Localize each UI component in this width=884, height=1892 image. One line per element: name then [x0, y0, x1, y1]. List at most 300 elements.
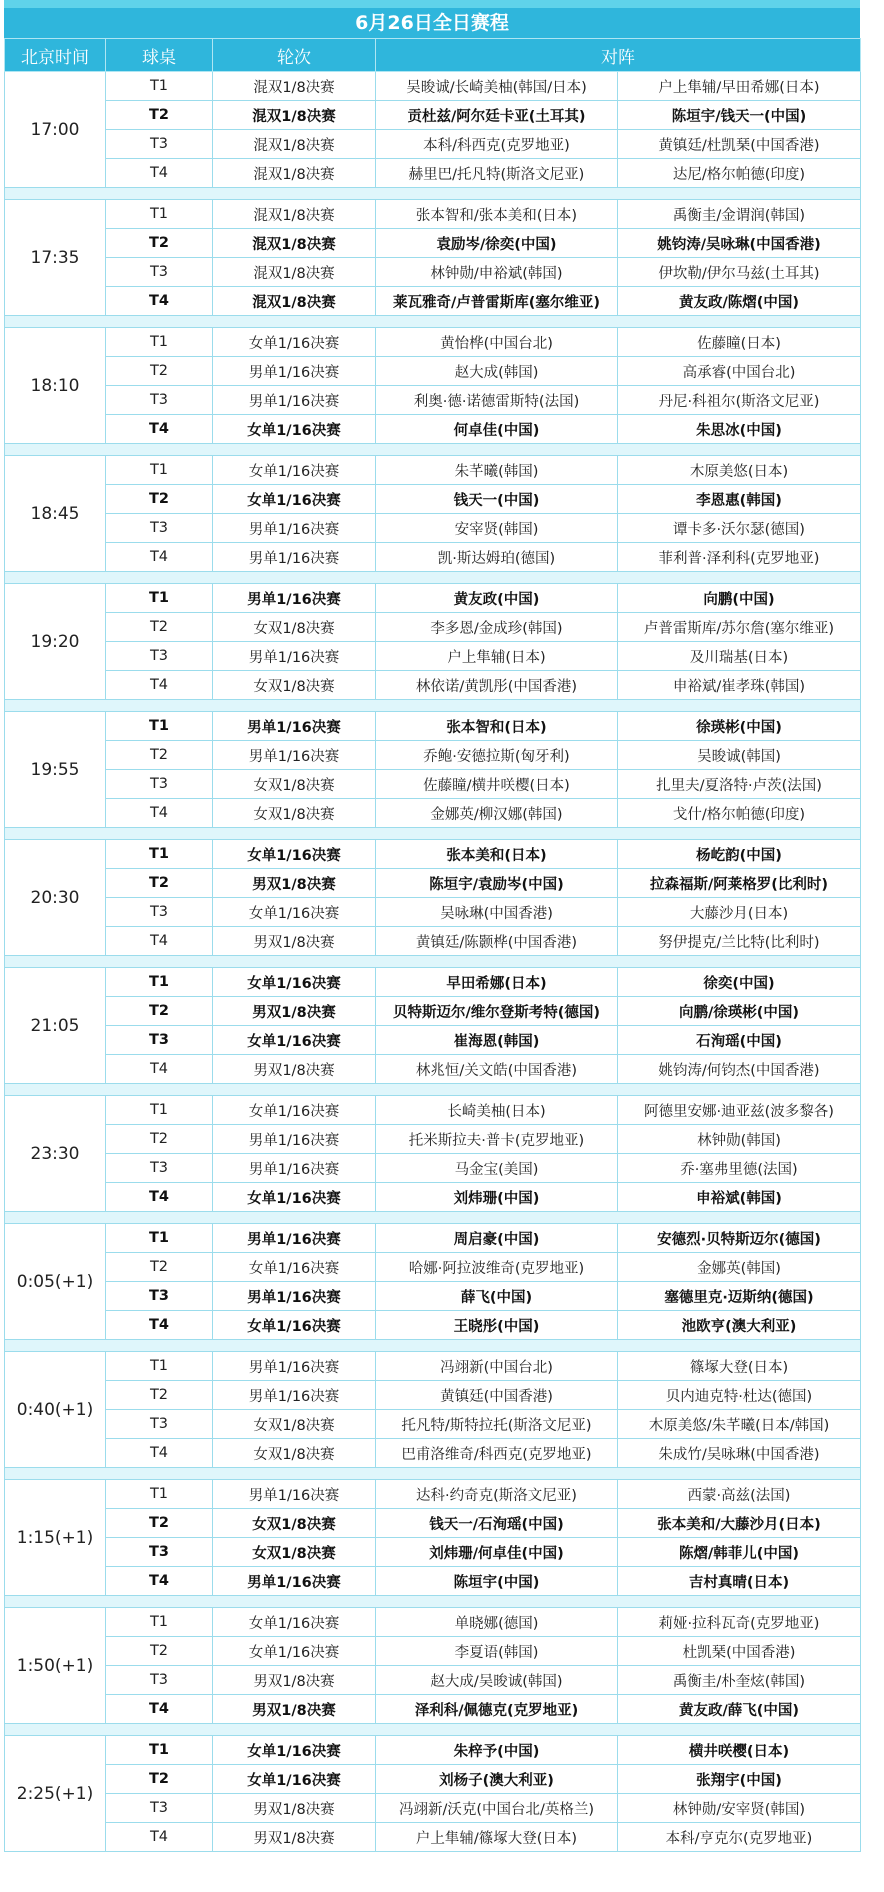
table-cell: T1	[106, 712, 213, 741]
match-row	[5, 328, 861, 357]
player2-cell: 陈垣宇/钱天一(中国)	[618, 101, 861, 130]
player1-cell: 崔海恩(韩国)	[376, 1026, 618, 1055]
match-row	[5, 1253, 861, 1282]
player1-cell: 张本美和(日本)	[376, 840, 618, 869]
round-cell: 男单1/16决赛	[213, 543, 376, 572]
player2-cell: 申裕斌(韩国)	[618, 1183, 861, 1212]
match-row	[5, 1055, 861, 1084]
schedule-body	[5, 72, 861, 1852]
round-cell: 女单1/16决赛	[213, 1637, 376, 1666]
time-cell: 0:40(+1)	[5, 1352, 106, 1468]
table-cell: T2	[106, 869, 213, 898]
player1-cell: 林钟勋/申裕斌(韩国)	[376, 258, 618, 287]
table-cell: T2	[106, 1253, 213, 1282]
match-row	[5, 229, 861, 258]
match-row	[5, 200, 861, 229]
round-cell: 女单1/16决赛	[213, 968, 376, 997]
match-row	[5, 671, 861, 700]
match-row	[5, 642, 861, 671]
time-cell: 1:15(+1)	[5, 1480, 106, 1596]
time-cell: 19:20	[5, 584, 106, 700]
player1-cell: 王晓彤(中国)	[376, 1311, 618, 1340]
round-cell: 女单1/16决赛	[213, 1765, 376, 1794]
player2-cell: 朱成竹/吴咏琳(中国香港)	[618, 1439, 861, 1468]
separator-cell	[5, 1084, 861, 1096]
round-cell: 男单1/16决赛	[213, 1125, 376, 1154]
player2-cell: 黄友政/薛飞(中国)	[618, 1695, 861, 1724]
player2-cell: 向鹏/徐瑛彬(中国)	[618, 997, 861, 1026]
player2-cell: 横井咲樱(日本)	[618, 1736, 861, 1765]
player2-cell: 木原美悠(日本)	[618, 456, 861, 485]
table-cell: T3	[106, 386, 213, 415]
round-cell: 女单1/16决赛	[213, 1183, 376, 1212]
separator-cell	[5, 444, 861, 456]
match-row	[5, 997, 861, 1026]
table-cell: T3	[106, 514, 213, 543]
player1-cell: 莱瓦雅奇/卢普雷斯库(塞尔维亚)	[376, 287, 618, 316]
round-cell: 男单1/16决赛	[213, 741, 376, 770]
table-cell: T1	[106, 1224, 213, 1253]
player2-cell: 莉娅·拉科瓦奇(克罗地亚)	[618, 1608, 861, 1637]
player2-cell: 杨屹韵(中国)	[618, 840, 861, 869]
player1-cell: 袁励岑/徐奕(中国)	[376, 229, 618, 258]
table-cell: T2	[106, 997, 213, 1026]
player1-cell: 黄友政(中国)	[376, 584, 618, 613]
group-separator	[5, 444, 861, 456]
round-cell: 女单1/16决赛	[213, 1311, 376, 1340]
player1-cell: 托米斯拉夫·普卡(克罗地亚)	[376, 1125, 618, 1154]
player1-cell: 早田希娜(日本)	[376, 968, 618, 997]
player1-cell: 贡杜兹/阿尔廷卡亚(土耳其)	[376, 101, 618, 130]
player2-cell: 陈熠/韩菲儿(中国)	[618, 1538, 861, 1567]
time-cell: 17:00	[5, 72, 106, 188]
separator-cell	[5, 1596, 861, 1608]
player2-cell: 禹衡圭/朴奎炫(韩国)	[618, 1666, 861, 1695]
player1-cell: 刘杨子(澳大利亚)	[376, 1765, 618, 1794]
round-cell: 女单1/16决赛	[213, 1096, 376, 1125]
player1-cell: 乔鲍·安德拉斯(匈牙利)	[376, 741, 618, 770]
player1-cell: 哈娜·阿拉波维奇(克罗地亚)	[376, 1253, 618, 1282]
table-cell: T2	[106, 1381, 213, 1410]
separator-cell	[5, 828, 861, 840]
player2-cell: 池欧亨(澳大利亚)	[618, 1311, 861, 1340]
match-row	[5, 543, 861, 572]
header-time: 北京时间	[5, 39, 106, 72]
player2-cell: 李恩惠(韩国)	[618, 485, 861, 514]
player2-cell: 篠塚大登(日本)	[618, 1352, 861, 1381]
round-cell: 男单1/16决赛	[213, 584, 376, 613]
player1-cell: 张本智和/张本美和(日本)	[376, 200, 618, 229]
round-cell: 混双1/8决赛	[213, 101, 376, 130]
separator-cell	[5, 1212, 861, 1224]
round-cell: 女单1/16决赛	[213, 1026, 376, 1055]
match-row	[5, 1183, 861, 1212]
table-cell: T4	[106, 543, 213, 572]
match-row	[5, 799, 861, 828]
player2-cell: 及川瑞基(日本)	[618, 642, 861, 671]
separator-cell	[5, 1724, 861, 1736]
table-cell: T1	[106, 328, 213, 357]
round-cell: 混双1/8决赛	[213, 159, 376, 188]
table-cell: T3	[106, 1410, 213, 1439]
match-row	[5, 1311, 861, 1340]
match-row	[5, 159, 861, 188]
player1-cell: 林依诺/黄凯彤(中国香港)	[376, 671, 618, 700]
table-cell: T2	[106, 741, 213, 770]
player1-cell: 托凡特/斯特拉托(斯洛文尼亚)	[376, 1410, 618, 1439]
round-cell: 女单1/16决赛	[213, 328, 376, 357]
player1-cell: 贝特斯迈尔/维尔登斯考特(德国)	[376, 997, 618, 1026]
player2-cell: 谭卡多·沃尔瑟(德国)	[618, 514, 861, 543]
table-cell: T1	[106, 584, 213, 613]
table-cell: T1	[106, 1352, 213, 1381]
player2-cell: 本科/亨克尔(克罗地亚)	[618, 1823, 861, 1852]
schedule-table	[4, 38, 861, 1852]
table-cell: T3	[106, 1154, 213, 1183]
match-row	[5, 1736, 861, 1765]
group-separator	[5, 1468, 861, 1480]
table-cell: T2	[106, 1509, 213, 1538]
round-cell: 女双1/8决赛	[213, 1538, 376, 1567]
match-row	[5, 1096, 861, 1125]
round-cell: 女单1/16决赛	[213, 898, 376, 927]
match-row	[5, 1695, 861, 1724]
time-cell: 1:50(+1)	[5, 1608, 106, 1724]
match-row	[5, 1352, 861, 1381]
player2-cell: 朱思冰(中国)	[618, 415, 861, 444]
player1-cell: 马金宝(美国)	[376, 1154, 618, 1183]
player2-cell: 西蒙·高兹(法国)	[618, 1480, 861, 1509]
round-cell: 女单1/16决赛	[213, 840, 376, 869]
player2-cell: 杜凯琹(中国香港)	[618, 1637, 861, 1666]
player1-cell: 本科/科西克(克罗地亚)	[376, 130, 618, 159]
table-cell: T4	[106, 1311, 213, 1340]
player1-cell: 黄镇廷/陈颢桦(中国香港)	[376, 927, 618, 956]
match-row	[5, 1480, 861, 1509]
match-row	[5, 1608, 861, 1637]
round-cell: 男单1/16决赛	[213, 1480, 376, 1509]
round-cell: 混双1/8决赛	[213, 130, 376, 159]
round-cell: 混双1/8决赛	[213, 72, 376, 101]
table-cell: T4	[106, 1439, 213, 1468]
table-cell: T3	[106, 1026, 213, 1055]
player1-cell: 户上隼辅(日本)	[376, 642, 618, 671]
header-row	[5, 39, 861, 72]
player2-cell: 扎里夫/夏洛特·卢茨(法国)	[618, 770, 861, 799]
player2-cell: 大藤沙月(日本)	[618, 898, 861, 927]
table-cell: T3	[106, 1794, 213, 1823]
match-row	[5, 1538, 861, 1567]
player2-cell: 向鹏(中国)	[618, 584, 861, 613]
match-row	[5, 130, 861, 159]
player1-cell: 黄怡桦(中国台北)	[376, 328, 618, 357]
top-banner-strip	[4, 0, 860, 8]
group-separator	[5, 188, 861, 200]
round-cell: 女双1/8决赛	[213, 1509, 376, 1538]
player1-cell: 长崎美柚(日本)	[376, 1096, 618, 1125]
round-cell: 男双1/8决赛	[213, 1666, 376, 1695]
round-cell: 女双1/8决赛	[213, 799, 376, 828]
table-cell: T4	[106, 1695, 213, 1724]
match-row	[5, 840, 861, 869]
player1-cell: 刘炜珊/何卓佳(中国)	[376, 1538, 618, 1567]
player1-cell: 李夏语(韩国)	[376, 1637, 618, 1666]
table-cell: T4	[106, 287, 213, 316]
separator-cell	[5, 316, 861, 328]
round-cell: 男单1/16决赛	[213, 1352, 376, 1381]
header-round: 轮次	[213, 39, 376, 72]
round-cell: 女单1/16决赛	[213, 1736, 376, 1765]
group-separator	[5, 316, 861, 328]
round-cell: 女单1/16决赛	[213, 485, 376, 514]
player1-cell: 张本智和(日本)	[376, 712, 618, 741]
match-row	[5, 386, 861, 415]
time-cell: 19:55	[5, 712, 106, 828]
match-row	[5, 927, 861, 956]
player1-cell: 吴晙诚/长崎美柚(韩国/日本)	[376, 72, 618, 101]
player2-cell: 卢普雷斯库/苏尔詹(塞尔维亚)	[618, 613, 861, 642]
player2-cell: 塞德里克·迈斯纳(德国)	[618, 1282, 861, 1311]
player1-cell: 巴甫洛维奇/科西克(克罗地亚)	[376, 1439, 618, 1468]
table-cell: T4	[106, 159, 213, 188]
player2-cell: 吴晙诚(韩国)	[618, 741, 861, 770]
table-cell: T3	[106, 1538, 213, 1567]
round-cell: 女单1/16决赛	[213, 456, 376, 485]
round-cell: 女单1/16决赛	[213, 1253, 376, 1282]
group-separator	[5, 572, 861, 584]
table-cell: T4	[106, 927, 213, 956]
match-row	[5, 1282, 861, 1311]
player1-cell: 泽利科/佩德克(克罗地亚)	[376, 1695, 618, 1724]
round-cell: 男单1/16决赛	[213, 386, 376, 415]
time-cell: 18:45	[5, 456, 106, 572]
player1-cell: 户上隼辅/篠塚大登(日本)	[376, 1823, 618, 1852]
player1-cell: 吴咏琳(中国香港)	[376, 898, 618, 927]
player2-cell: 安德烈·贝特斯迈尔(德国)	[618, 1224, 861, 1253]
header-table: 球桌	[106, 39, 213, 72]
match-row	[5, 741, 861, 770]
match-row	[5, 968, 861, 997]
round-cell: 男双1/8决赛	[213, 1823, 376, 1852]
player2-cell: 林钟勋(韩国)	[618, 1125, 861, 1154]
table-cell: T1	[106, 1096, 213, 1125]
player1-cell: 安宰贤(韩国)	[376, 514, 618, 543]
round-cell: 女双1/8决赛	[213, 1410, 376, 1439]
player1-cell: 薛飞(中国)	[376, 1282, 618, 1311]
round-cell: 男单1/16决赛	[213, 1154, 376, 1183]
table-cell: T1	[106, 72, 213, 101]
match-row	[5, 1224, 861, 1253]
match-row	[5, 1410, 861, 1439]
time-cell: 2:25(+1)	[5, 1736, 106, 1852]
player2-cell: 戈什/格尔帕德(印度)	[618, 799, 861, 828]
table-cell: T3	[106, 258, 213, 287]
table-cell: T3	[106, 1282, 213, 1311]
player1-cell: 达科·约奇克(斯洛文尼亚)	[376, 1480, 618, 1509]
player2-cell: 乔·塞弗里德(法国)	[618, 1154, 861, 1183]
player1-cell: 陈垣宇/袁励岑(中国)	[376, 869, 618, 898]
player1-cell: 朱梓予(中国)	[376, 1736, 618, 1765]
round-cell: 男单1/16决赛	[213, 712, 376, 741]
player1-cell: 刘炜珊(中国)	[376, 1183, 618, 1212]
round-cell: 男单1/16决赛	[213, 1224, 376, 1253]
player1-cell: 赵大成(韩国)	[376, 357, 618, 386]
match-row	[5, 101, 861, 130]
match-row	[5, 287, 861, 316]
match-row	[5, 1509, 861, 1538]
player2-cell: 林钟勋/安宰贤(韩国)	[618, 1794, 861, 1823]
group-separator	[5, 1596, 861, 1608]
match-row	[5, 712, 861, 741]
match-row	[5, 357, 861, 386]
group-separator	[5, 1340, 861, 1352]
round-cell: 混双1/8决赛	[213, 287, 376, 316]
player2-cell: 户上隼辅/早田希娜(日本)	[618, 72, 861, 101]
header-matchup: 对阵	[376, 39, 861, 72]
table-cell: T2	[106, 1765, 213, 1794]
player2-cell: 姚钧涛/何钧杰(中国香港)	[618, 1055, 861, 1084]
schedule-document	[4, 0, 860, 1852]
player2-cell: 努伊提克/兰比特(比利时)	[618, 927, 861, 956]
player2-cell: 达尼/格尔帕德(印度)	[618, 159, 861, 188]
table-cell: T4	[106, 799, 213, 828]
player2-cell: 金娜英(韩国)	[618, 1253, 861, 1282]
table-cell: T1	[106, 456, 213, 485]
table-cell: T3	[106, 130, 213, 159]
player2-cell: 伊坎勒/伊尔马兹(土耳其)	[618, 258, 861, 287]
round-cell: 男单1/16决赛	[213, 357, 376, 386]
match-row	[5, 1765, 861, 1794]
player1-cell: 凯·斯达姆珀(德国)	[376, 543, 618, 572]
round-cell: 男单1/16决赛	[213, 514, 376, 543]
player2-cell: 张本美和/大藤沙月(日本)	[618, 1509, 861, 1538]
match-row	[5, 613, 861, 642]
match-row	[5, 514, 861, 543]
match-row	[5, 1439, 861, 1468]
round-cell: 混双1/8决赛	[213, 229, 376, 258]
table-cell: T1	[106, 1480, 213, 1509]
match-row	[5, 485, 861, 514]
table-cell: T4	[106, 1183, 213, 1212]
player2-cell: 姚钧涛/吴咏琳(中国香港)	[618, 229, 861, 258]
table-cell: T3	[106, 642, 213, 671]
time-cell: 20:30	[5, 840, 106, 956]
player1-cell: 赵大成/吴晙诚(韩国)	[376, 1666, 618, 1695]
match-row	[5, 584, 861, 613]
match-row	[5, 1026, 861, 1055]
table-cell: T2	[106, 485, 213, 514]
match-row	[5, 456, 861, 485]
separator-cell	[5, 1468, 861, 1480]
player2-cell: 木原美悠/朱芊曦(日本/韩国)	[618, 1410, 861, 1439]
match-row	[5, 415, 861, 444]
round-cell: 女单1/16决赛	[213, 415, 376, 444]
round-cell: 男双1/8决赛	[213, 869, 376, 898]
separator-cell	[5, 956, 861, 968]
player2-cell: 吉村真晴(日本)	[618, 1567, 861, 1596]
match-row	[5, 72, 861, 101]
table-cell: T2	[106, 229, 213, 258]
player2-cell: 佐藤瞳(日本)	[618, 328, 861, 357]
round-cell: 女双1/8决赛	[213, 671, 376, 700]
player2-cell: 徐瑛彬(中国)	[618, 712, 861, 741]
player2-cell: 徐奕(中国)	[618, 968, 861, 997]
player1-cell: 周启豪(中国)	[376, 1224, 618, 1253]
player1-cell: 朱芊曦(韩国)	[376, 456, 618, 485]
table-cell: T2	[106, 613, 213, 642]
round-cell: 男双1/8决赛	[213, 1055, 376, 1084]
table-cell: T4	[106, 1567, 213, 1596]
match-row	[5, 1381, 861, 1410]
round-cell: 混双1/8决赛	[213, 258, 376, 287]
table-cell: T2	[106, 1637, 213, 1666]
table-cell: T4	[106, 1823, 213, 1852]
group-separator	[5, 1084, 861, 1096]
player2-cell: 张翔宇(中国)	[618, 1765, 861, 1794]
player1-cell: 钱天一(中国)	[376, 485, 618, 514]
player2-cell: 菲利普·泽利科(克罗地亚)	[618, 543, 861, 572]
round-cell: 女双1/8决赛	[213, 1439, 376, 1468]
separator-cell	[5, 1340, 861, 1352]
player2-cell: 石洵瑶(中国)	[618, 1026, 861, 1055]
time-cell: 23:30	[5, 1096, 106, 1212]
match-row	[5, 1567, 861, 1596]
table-cell: T4	[106, 671, 213, 700]
match-row	[5, 869, 861, 898]
round-cell: 女双1/8决赛	[213, 613, 376, 642]
player2-cell: 拉森福斯/阿莱格罗(比利时)	[618, 869, 861, 898]
round-cell: 男双1/8决赛	[213, 1695, 376, 1724]
round-cell: 女双1/8决赛	[213, 770, 376, 799]
player1-cell: 单晓娜(德国)	[376, 1608, 618, 1637]
round-cell: 男单1/16决赛	[213, 1381, 376, 1410]
group-separator	[5, 700, 861, 712]
player1-cell: 佐藤瞳/横井咲樱(日本)	[376, 770, 618, 799]
player1-cell: 李多恩/金成珍(韩国)	[376, 613, 618, 642]
round-cell: 男单1/16决赛	[213, 1282, 376, 1311]
group-separator	[5, 1724, 861, 1736]
player1-cell: 林兆恒/关文皓(中国香港)	[376, 1055, 618, 1084]
separator-cell	[5, 700, 861, 712]
table-cell: T2	[106, 1125, 213, 1154]
time-cell: 0:05(+1)	[5, 1224, 106, 1340]
match-row	[5, 258, 861, 287]
match-row	[5, 1154, 861, 1183]
table-cell: T1	[106, 1608, 213, 1637]
group-separator	[5, 1212, 861, 1224]
table-cell: T1	[106, 200, 213, 229]
table-cell: T1	[106, 840, 213, 869]
round-cell: 男双1/8决赛	[213, 997, 376, 1026]
table-cell: T1	[106, 968, 213, 997]
player1-cell: 冯翊新(中国台北)	[376, 1352, 618, 1381]
group-separator	[5, 828, 861, 840]
player1-cell: 冯翊新/沃克(中国台北/英格兰)	[376, 1794, 618, 1823]
table-cell: T3	[106, 1666, 213, 1695]
table-cell: T1	[106, 1736, 213, 1765]
table-cell: T2	[106, 101, 213, 130]
round-cell: 男双1/8决赛	[213, 1794, 376, 1823]
player2-cell: 高承睿(中国台北)	[618, 357, 861, 386]
player2-cell: 申裕斌/崔孝珠(韩国)	[618, 671, 861, 700]
round-cell: 男单1/16决赛	[213, 1567, 376, 1596]
table-cell: T2	[106, 357, 213, 386]
match-row	[5, 770, 861, 799]
player1-cell: 何卓佳(中国)	[376, 415, 618, 444]
player2-cell: 禹衡圭/金谓润(韩国)	[618, 200, 861, 229]
player1-cell: 黄镇廷(中国香港)	[376, 1381, 618, 1410]
table-cell: T4	[106, 1055, 213, 1084]
